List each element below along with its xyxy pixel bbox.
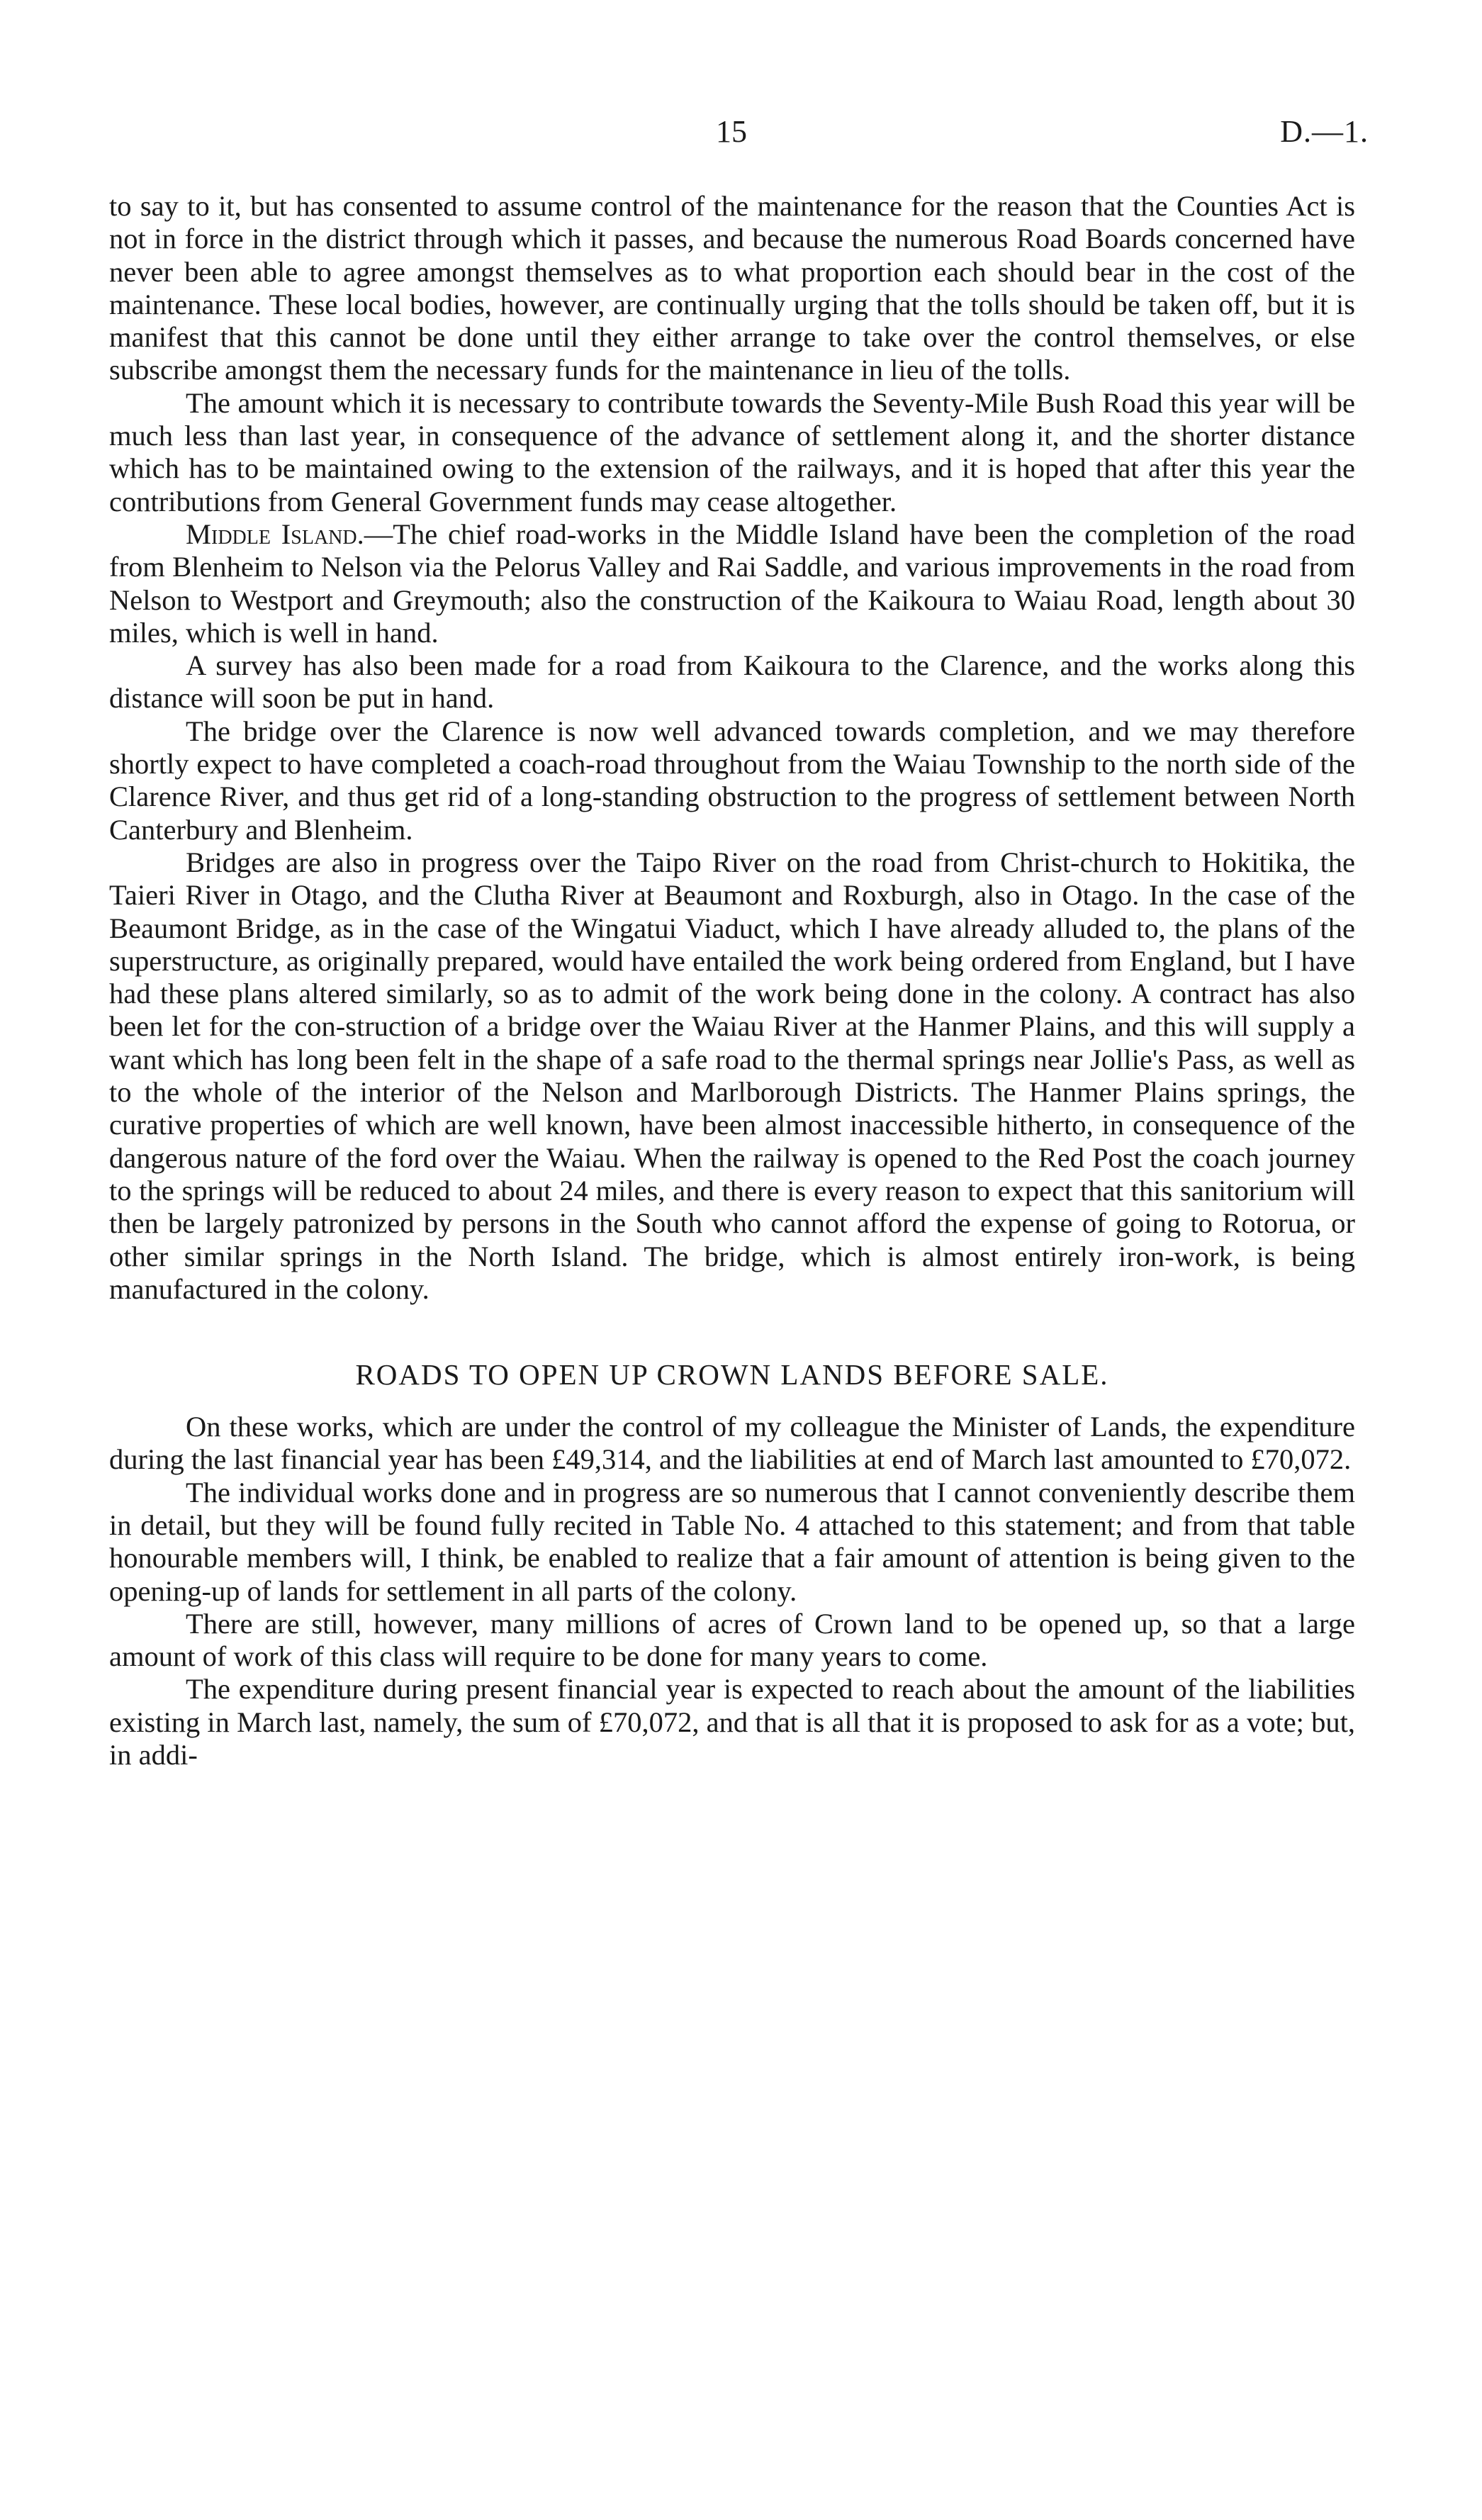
middle-island-lead: Middle Island. xyxy=(186,517,364,550)
paragraph-crown-land-remaining: There are still, however, many millions of acres of Crown land to be opened up, so that a large amount of work of this class will require to be done for many years to come. xyxy=(109,1607,1355,1673)
page-header xyxy=(0,113,1482,156)
paragraph-clarence-bridge: The bridge over the Clarence is now well advanced towards completion, and we may therefore shortly expect to have completed a coach-road throughout from the Waiau Township to the north side of the Clarence River, and thus get rid of a long-standing obstruction to the progress of settlement between North Canterbury and Blenheim. xyxy=(109,715,1355,846)
middle-island-text: —The chief road-works in the Middle Island have been the completion of the road from Blenheim to Nelson via the Pelorus Valley and Rai Saddle, and various improvements in the road from Nelson to Westport and Greymouth; also the construction of the Kaikoura to Waiau Road, length about 30 miles, which is well in hand. xyxy=(109,517,1355,649)
paragraph-kaikoura-survey: A survey has also been made for a road from Kaikoura to the Clarence, and the works along this distance will soon be put in hand. xyxy=(109,649,1355,715)
document-reference: D.—1. xyxy=(1280,114,1369,149)
page-number: 15 xyxy=(716,114,747,149)
paragraph-continuation: to say to it, but has consented to assume control of the maintenance for the reason that the Counties Act is not in force in the district through which it passes, and because the numerous Road Boards concerned have never been able to agree amongst themselves as to what proportion each should bear in the cost of the maintenance. These local bodies, however, are continually urging that the tolls should be taken off, but it is manifest that this cannot be done until they either arrange to take over the control themselves, or else subscribe amongst them the necessary funds for the maintenance in lieu of the tolls. xyxy=(109,190,1355,386)
paragraph-middle-island xyxy=(109,518,1355,649)
section-heading: ROADS TO OPEN UP CROWN LANDS BEFORE SALE. xyxy=(355,1358,1109,1391)
paragraph-bridges-in-progress: Bridges are also in progress over the Taipo River on the road from Christ-church to Hokitika, the Taieri River in Otago, and the Clutha River at Beaumont and Roxburgh, also in Otago. In the case of the Beaumont Bridge, as in the case of the Wingatui Viaduct, which I have already alluded to, the plans of the superstructure, as originally prepared, would have entailed the work being ordered from England, but I have had these plans altered similarly, so as to admit of the work being done in the colony. A contract has also been let for the con-struction of a bridge over the Waiau River at the Hanmer Plains, and this will supply a want which has long been felt in the shape of a safe road to the thermal springs near Jollie's Pass, as well as to the whole of the interior of the Nelson and Marlborough Districts. The Hanmer Plains springs, the curative properties of which are well known, have been almost inaccessible hitherto, in consequence of the dangerous nature of the ford over the Waiau. When the railway is opened to the Red Post the coach journey to the springs will be reduced to about 24 miles, and there is every reason to expect that this sanitorium will then be largely patronized by persons in the South who cannot afford the expense of going to Rotorua, or other similar springs in the North Island. The bridge, which is almost entirely iron-work, is being manufactured in the colony. xyxy=(109,846,1355,1305)
paragraph-seventy-mile-bush: The amount which it is necessary to contribute towards the Seventy-Mile Bush Road this year will be much less than last year, in consequence of the advance of settlement along it, and the shorter distance which has to be maintained owing to the extension of the railways, and it is hoped that after this year the contributions from General Government funds may cease altogether. xyxy=(109,386,1355,517)
body-text xyxy=(109,190,1355,1771)
paragraph-individual-works: The individual works done and in progress are so numerous that I cannot conveniently describe them in detail, but they will be found fully recited in Table No. 4 attached to this statement; and from that table honourable members will, I think, be enabled to realize that a fair amount of attention is being given to the opening-up of lands for settlement in all parts of the colony. xyxy=(109,1476,1355,1607)
paragraph-crown-lands-expenditure: On these works, which are under the control of my colleague the Minister of Lands, the expenditure during the last financial year has been £49,314, and the liabilities at end of March last amounted to £70,072. xyxy=(109,1411,1355,1476)
paragraph-present-expenditure: The expenditure during present financial year is expected to reach about the amount of the liabilities existing in March last, namely, the sum of £70,072, and that is all that it is proposed to ask for as a vote; but, in addi- xyxy=(109,1673,1355,1771)
